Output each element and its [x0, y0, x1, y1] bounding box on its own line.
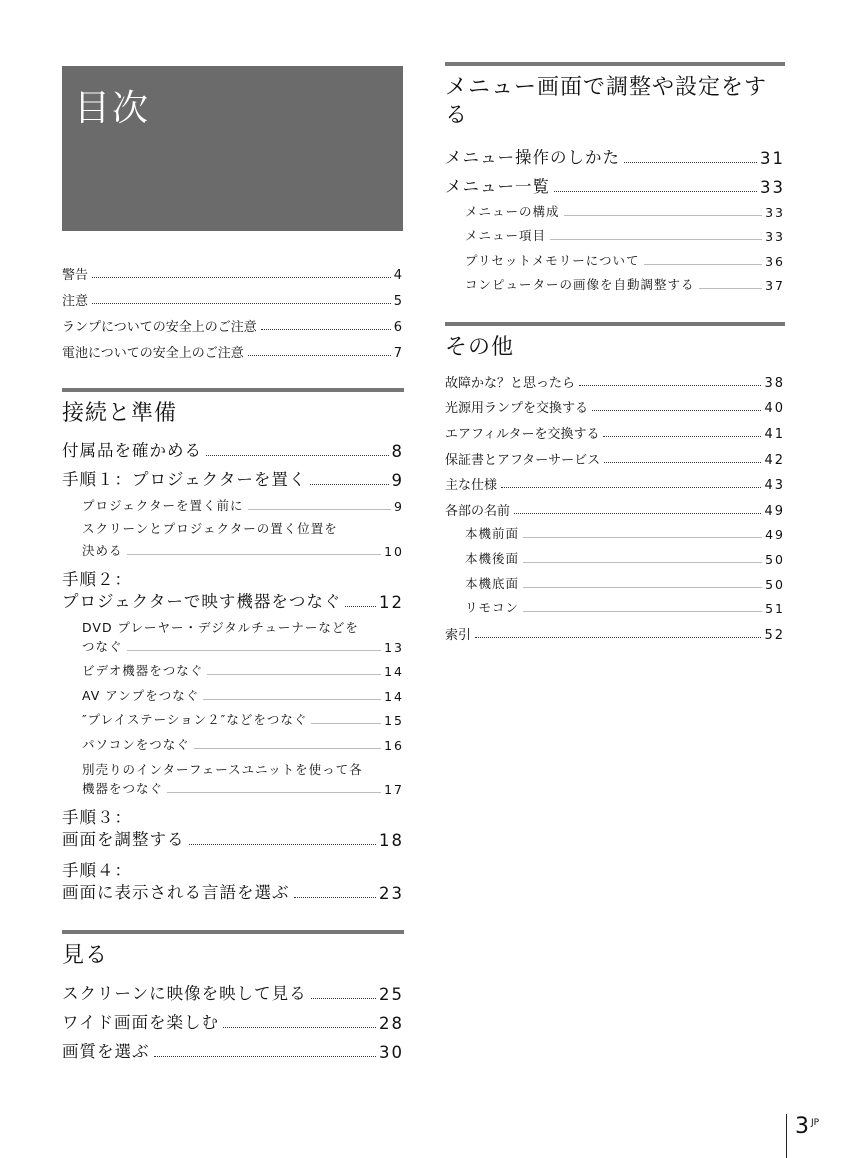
entry-label: メニューの構成	[465, 204, 560, 219]
toc-entry-caution[interactable]	[62, 290, 404, 309]
dot-leader	[523, 537, 762, 538]
entry-label: パソコンをつなぐ	[82, 737, 190, 752]
dot-leader	[579, 385, 761, 386]
entry-label: エアフィルターを交換する	[445, 427, 600, 442]
toc-entry-battery-safety[interactable]	[62, 342, 404, 361]
entry-page: 41	[764, 427, 785, 442]
toc-entry-av-amp[interactable]	[62, 686, 404, 704]
dot-leader	[311, 998, 376, 999]
section-menu	[445, 62, 785, 130]
toc-entry-step2[interactable]	[62, 588, 404, 612]
entry-label: 決める	[82, 543, 123, 558]
entry-page: 33	[765, 205, 785, 220]
toc-entry-filter-replace[interactable]	[445, 423, 785, 442]
toc-entry-playstation[interactable]	[62, 710, 404, 728]
toc-entry-position[interactable]	[62, 541, 404, 559]
section-rule	[62, 388, 404, 392]
toc-entry-project[interactable]	[62, 980, 404, 1004]
toc-entry-bottom[interactable]	[445, 574, 785, 592]
entry-label: 注意	[62, 294, 89, 309]
entry-label: コンピューターの画像を自動調整する	[465, 277, 695, 292]
dot-leader	[248, 355, 391, 356]
section-rule	[62, 930, 404, 934]
entry-label: 本機底面	[465, 576, 520, 591]
entry-page: 52	[764, 628, 785, 643]
dot-leader	[310, 484, 388, 485]
entry-label: 手順１：プロジェクターを置く	[62, 470, 307, 489]
dot-leader	[475, 637, 761, 638]
section-view	[62, 930, 404, 970]
entry-label: メニュー項目	[465, 228, 547, 243]
entry-label: 本機後面	[465, 551, 520, 566]
dot-leader	[92, 303, 391, 304]
entry-label: ″プレイステーション２″などをつなぐ	[82, 712, 308, 727]
entry-page: 16	[384, 738, 404, 753]
entry-page: 33	[765, 229, 785, 244]
dot-leader	[167, 792, 381, 793]
entry-page: 36	[765, 254, 785, 269]
entry-page: 13	[384, 640, 404, 655]
entry-page: 33	[760, 178, 785, 197]
dot-leader	[311, 723, 381, 724]
entry-page: 31	[760, 149, 785, 168]
title-box	[62, 66, 403, 231]
entry-label: 画面を調整する	[62, 830, 185, 849]
toc-entry-step3[interactable]	[62, 826, 404, 850]
entry-page: 42	[764, 453, 785, 468]
toc-entry-video[interactable]	[62, 661, 404, 679]
toc-entry-warning[interactable]	[62, 264, 404, 283]
dot-leader	[523, 587, 762, 588]
dot-leader	[189, 844, 377, 845]
toc-entry-menu-structure[interactable]	[445, 202, 785, 220]
dot-leader	[514, 513, 761, 514]
toc-entry-interface-line1: 別売りのインターフェースユニットを使って各	[82, 762, 363, 777]
toc-entry-specs[interactable]	[445, 474, 785, 493]
toc-entry-dvd[interactable]	[62, 637, 404, 655]
entry-page: 14	[384, 689, 404, 704]
entry-page: 9	[394, 499, 404, 514]
entry-label: 画質を選ぶ	[62, 1042, 150, 1061]
entry-label: 画面に表示される言語を選ぶ	[62, 883, 290, 902]
dot-leader	[554, 191, 757, 192]
dot-leader	[644, 264, 763, 265]
section-title-line1: メニュー画面で調整や設定をす	[445, 75, 768, 100]
section-title-line2: る	[445, 103, 469, 128]
dot-leader	[523, 611, 762, 612]
entry-page: 38	[764, 376, 785, 391]
dot-leader	[624, 162, 757, 163]
entry-label: 各部の名前	[445, 504, 511, 519]
entry-page: 10	[384, 544, 404, 559]
section-title: 接続と準備	[62, 401, 178, 426]
dot-leader	[564, 215, 763, 216]
entry-label: 索引	[445, 628, 472, 643]
toc-entry-auto-adjust[interactable]	[445, 275, 785, 293]
toc-entry-lamp-safety[interactable]	[62, 316, 404, 335]
toc-entry-menu-operation[interactable]	[445, 144, 785, 168]
entry-page: 25	[379, 985, 404, 1004]
entry-page: 5	[393, 294, 404, 309]
entry-page: 43	[764, 478, 785, 493]
toc-entry-lamp-replace[interactable]	[445, 397, 785, 416]
toc-entry-troubleshooting[interactable]	[445, 372, 785, 391]
entry-label: 主な仕様	[445, 478, 498, 493]
entry-label: 電池についての安全上のご注意	[62, 346, 244, 361]
dot-leader	[127, 554, 382, 555]
entry-page: 6	[393, 320, 404, 335]
dot-leader	[223, 1027, 376, 1028]
entry-page: 14	[384, 664, 404, 679]
entry-page: 49	[765, 527, 785, 542]
dot-leader	[345, 606, 376, 607]
entry-page: 30	[379, 1043, 404, 1062]
dot-leader	[207, 674, 381, 675]
entry-label: AV アンプをつなぐ	[82, 688, 200, 703]
entry-page: 50	[765, 577, 785, 592]
entry-page: 4	[393, 268, 404, 283]
toc-entry-wide[interactable]	[62, 1009, 404, 1033]
entry-label: 機器をつなぐ	[82, 781, 164, 796]
entry-page: 23	[379, 884, 404, 903]
dot-leader	[699, 288, 763, 289]
dot-leader	[501, 487, 761, 488]
toc-entry-step1[interactable]	[62, 466, 404, 490]
dot-leader	[92, 277, 391, 278]
entry-label: つなぐ	[82, 639, 123, 654]
toc-entry-rear[interactable]	[445, 549, 785, 567]
entry-page: 15	[384, 713, 404, 728]
entry-page: 50	[765, 552, 785, 567]
dot-leader	[592, 410, 761, 411]
toc-entry-dvd-line1: DVD プレーヤー・デジタルチューナーなどを	[82, 620, 359, 635]
toc-entry-front[interactable]	[445, 524, 785, 542]
page-number	[786, 1114, 819, 1158]
page-title: 目次	[74, 88, 151, 129]
entry-label: スクリーンに映像を映して見る	[62, 984, 307, 1003]
entry-page: 12	[379, 593, 404, 612]
dot-leader	[550, 239, 762, 240]
toc-entry-position-line1: スクリーンとプロジェクターの置く位置を	[82, 521, 338, 536]
page-number-suffix: JP	[811, 1118, 820, 1128]
dot-leader	[203, 699, 381, 700]
toc-entry-menu-list[interactable]	[445, 173, 785, 197]
step4-heading: 手順４：	[62, 861, 132, 880]
toc-entry-part-names[interactable]	[445, 500, 785, 519]
dot-leader	[523, 562, 762, 563]
entry-label: 本機前面	[465, 526, 520, 541]
entry-label: ワイド画面を楽しむ	[62, 1013, 220, 1032]
section-rule	[445, 62, 785, 66]
dot-leader	[604, 462, 761, 463]
entry-page: 51	[765, 601, 785, 616]
toc-entry-menu-items[interactable]	[445, 226, 785, 244]
entry-label: 保証書とアフターサービス	[445, 453, 601, 468]
toc-entry-interface[interactable]	[62, 779, 404, 797]
dot-leader	[194, 748, 381, 749]
entry-label: ビデオ機器をつなぐ	[82, 663, 204, 678]
toc-entry-preset-memory[interactable]	[445, 251, 785, 269]
entry-label: 故障かな？と思ったら	[445, 376, 576, 391]
entry-label: リモコン	[465, 600, 520, 615]
dot-leader	[603, 436, 761, 437]
dot-leader	[248, 509, 392, 510]
entry-label: 光源用ランプを交換する	[445, 401, 589, 416]
entry-page: 7	[393, 346, 404, 361]
dot-leader	[206, 455, 389, 456]
dot-leader	[127, 650, 382, 651]
dot-leader	[261, 329, 391, 330]
entry-page: 37	[765, 278, 785, 293]
dot-leader	[294, 897, 377, 898]
toc-entry-accessories[interactable]	[62, 437, 404, 461]
entry-page: 8	[391, 442, 404, 461]
section-connect	[62, 388, 404, 428]
toc-entry-pc[interactable]	[62, 735, 404, 753]
entry-label: 付属品を確かめる	[62, 441, 202, 460]
section-other	[445, 322, 785, 362]
entry-label: 警告	[62, 268, 89, 283]
entry-label: ランプについての安全上のご注意	[62, 320, 257, 335]
entry-label: プリセットメモリーについて	[465, 253, 640, 268]
entry-page: 40	[764, 401, 785, 416]
entry-label: プロジェクターを置く前に	[82, 498, 244, 513]
toc-entry-step4[interactable]	[62, 879, 404, 903]
toc-entry-picture-quality[interactable]	[62, 1038, 404, 1062]
section-title: 見る	[62, 943, 109, 968]
section-rule	[445, 322, 785, 326]
page-number-value: 3	[795, 1114, 809, 1139]
toc-entry-before-placing[interactable]	[62, 496, 404, 514]
step2-heading: 手順２：	[62, 570, 132, 589]
entry-page: 28	[379, 1014, 404, 1033]
entry-page: 17	[384, 782, 404, 797]
entry-page: 9	[391, 471, 404, 490]
toc-entry-remote[interactable]	[445, 598, 785, 616]
entry-page: 18	[379, 831, 404, 850]
toc-entry-warranty[interactable]	[445, 449, 785, 468]
entry-page: 49	[764, 504, 785, 519]
step3-heading: 手順３：	[62, 808, 132, 827]
entry-label: メニュー一覧	[445, 177, 550, 196]
dot-leader	[154, 1056, 377, 1057]
section-title: その他	[445, 335, 515, 360]
toc-entry-index[interactable]	[445, 624, 785, 643]
entry-label: メニュー操作のしかた	[445, 148, 620, 167]
entry-label: プロジェクターで映す機器をつなぐ	[62, 592, 342, 611]
